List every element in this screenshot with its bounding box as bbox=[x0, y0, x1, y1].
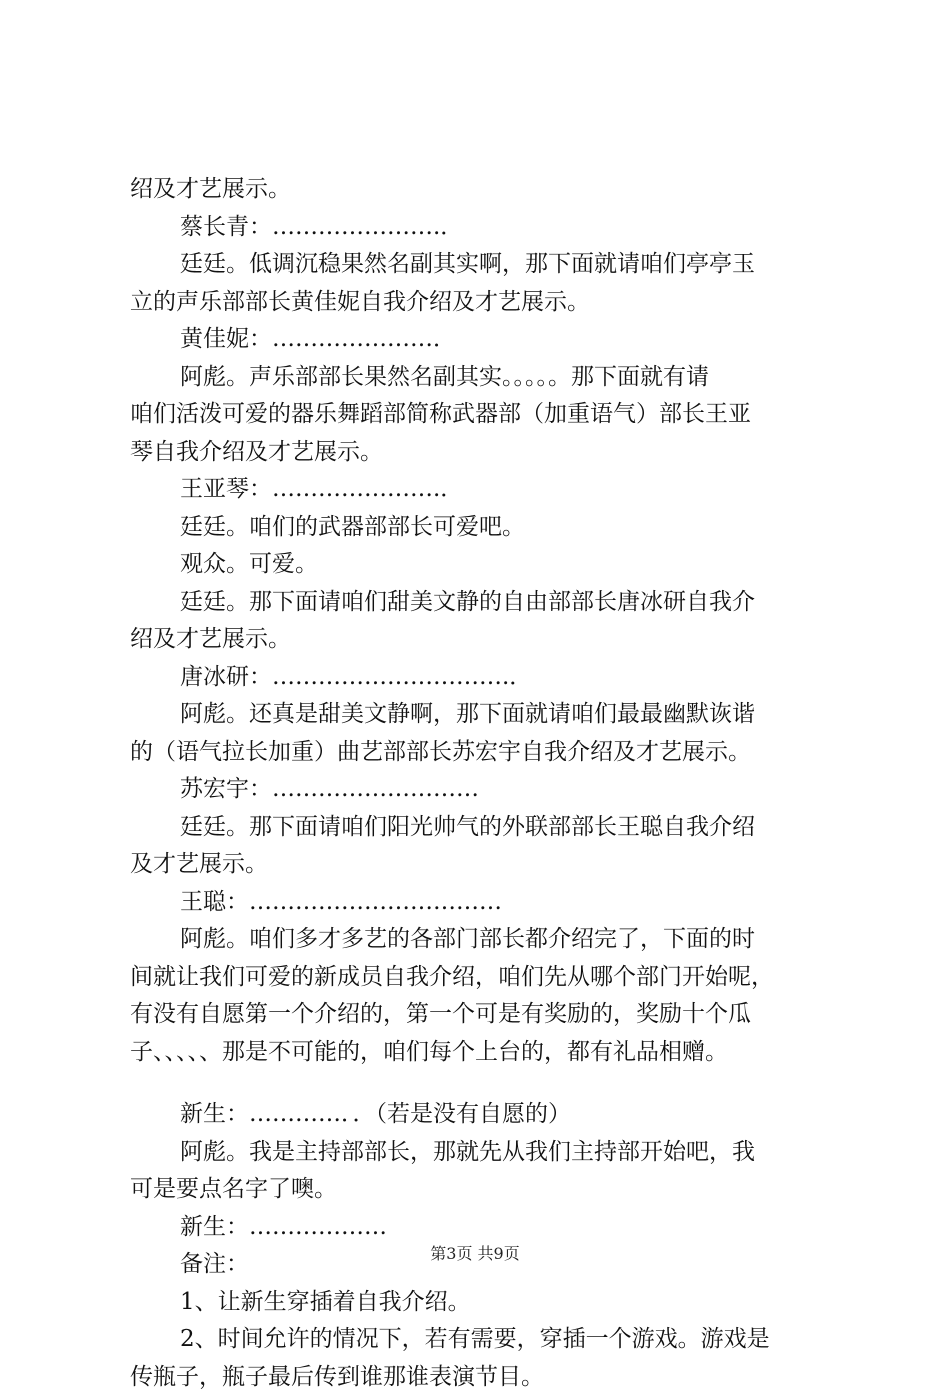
paragraph-line: 阿彪。咱们多才多艺的各部门部长都介绍完了，下面的时 bbox=[130, 921, 850, 959]
paragraph-line: 有没有自愿第一个介绍的，第一个可是有奖励的，奖励十个瓜 bbox=[130, 996, 850, 1034]
paragraph-line: 新生：…………．．（若是没有自愿的） bbox=[130, 1096, 850, 1134]
paragraph-line: 立的声乐部部长黄佳妮自我介绍及才艺展示。 bbox=[130, 284, 850, 322]
paragraph-line: 观众。可爱。 bbox=[130, 546, 850, 584]
paragraph-line: 新生：……………… bbox=[130, 1209, 850, 1247]
paragraph-line: 绍及才艺展示。 bbox=[130, 171, 850, 209]
page-number: 第3页 共9页 bbox=[430, 1244, 519, 1263]
paragraph-gap bbox=[130, 1071, 850, 1096]
paragraph-line: 子、、、、、那是不可能的，咱们每个上台的，都有礼品相赠。 bbox=[130, 1034, 850, 1072]
paragraph-line: 间就让我们可爱的新成员自我介绍，咱们先从哪个部门开始呢， bbox=[130, 959, 850, 997]
paragraph-line: 阿彪。我是主持部部长，那就先从我们主持部开始吧，我 bbox=[130, 1134, 850, 1172]
paragraph-line: 可是要点名字了噢。 bbox=[130, 1171, 850, 1209]
paragraph-line: 绍及才艺展示。 bbox=[130, 621, 850, 659]
paragraph-line: 廷廷。那下面请咱们甜美文静的自由部部长唐冰研自我介 bbox=[130, 584, 850, 622]
paragraph-line: 廷廷。低调沉稳果然名副其实啊，那下面就请咱们亭亭玉 bbox=[130, 246, 850, 284]
paragraph-line: 传瓶子，瓶子最后传到谁那谁表演节目。 bbox=[130, 1359, 850, 1396]
document-body bbox=[130, 171, 850, 1396]
paragraph-line: 蔡长青：………………….． bbox=[130, 209, 850, 247]
paragraph-line: 琴自我介绍及才艺展示。 bbox=[130, 434, 850, 472]
paragraph-line: 备注： bbox=[130, 1246, 850, 1284]
paragraph-line: 阿彪。还真是甜美文静啊，那下面就请咱们最最幽默诙谐 bbox=[130, 696, 850, 734]
paragraph-line: 苏宏宇：……………………… bbox=[130, 771, 850, 809]
paragraph-line: 黄佳妮：…………………． bbox=[130, 321, 850, 359]
paragraph-line: 王聪：…………………………… bbox=[130, 884, 850, 922]
paragraph-line: 廷廷。咱们的武器部部长可爱吧。 bbox=[130, 509, 850, 547]
page-footer bbox=[0, 1244, 950, 1264]
paragraph-line: 咱们活泼可爱的器乐舞蹈部简称武器部（加重语气）部长王亚 bbox=[130, 396, 850, 434]
paragraph-line: 1、让新生穿插着自我介绍。 bbox=[130, 1284, 850, 1322]
paragraph-line: 唐冰研：………………………….． bbox=[130, 659, 850, 697]
paragraph-line: 2、时间允许的情况下，若有需要，穿插一个游戏。游戏是 bbox=[130, 1321, 850, 1359]
paragraph-line: 廷廷。那下面请咱们阳光帅气的外联部部长王聪自我介绍 bbox=[130, 809, 850, 847]
paragraph-line: 王亚琴：………………….． bbox=[130, 471, 850, 509]
paragraph-line: 的（语气拉长加重）曲艺部部长苏宏宇自我介绍及才艺展示。 bbox=[130, 734, 850, 772]
paragraph-line: 及才艺展示。 bbox=[130, 846, 850, 884]
paragraph-line: 阿彪。声乐部部长果然名副其实。。。。。那下面就有请 bbox=[130, 359, 850, 397]
